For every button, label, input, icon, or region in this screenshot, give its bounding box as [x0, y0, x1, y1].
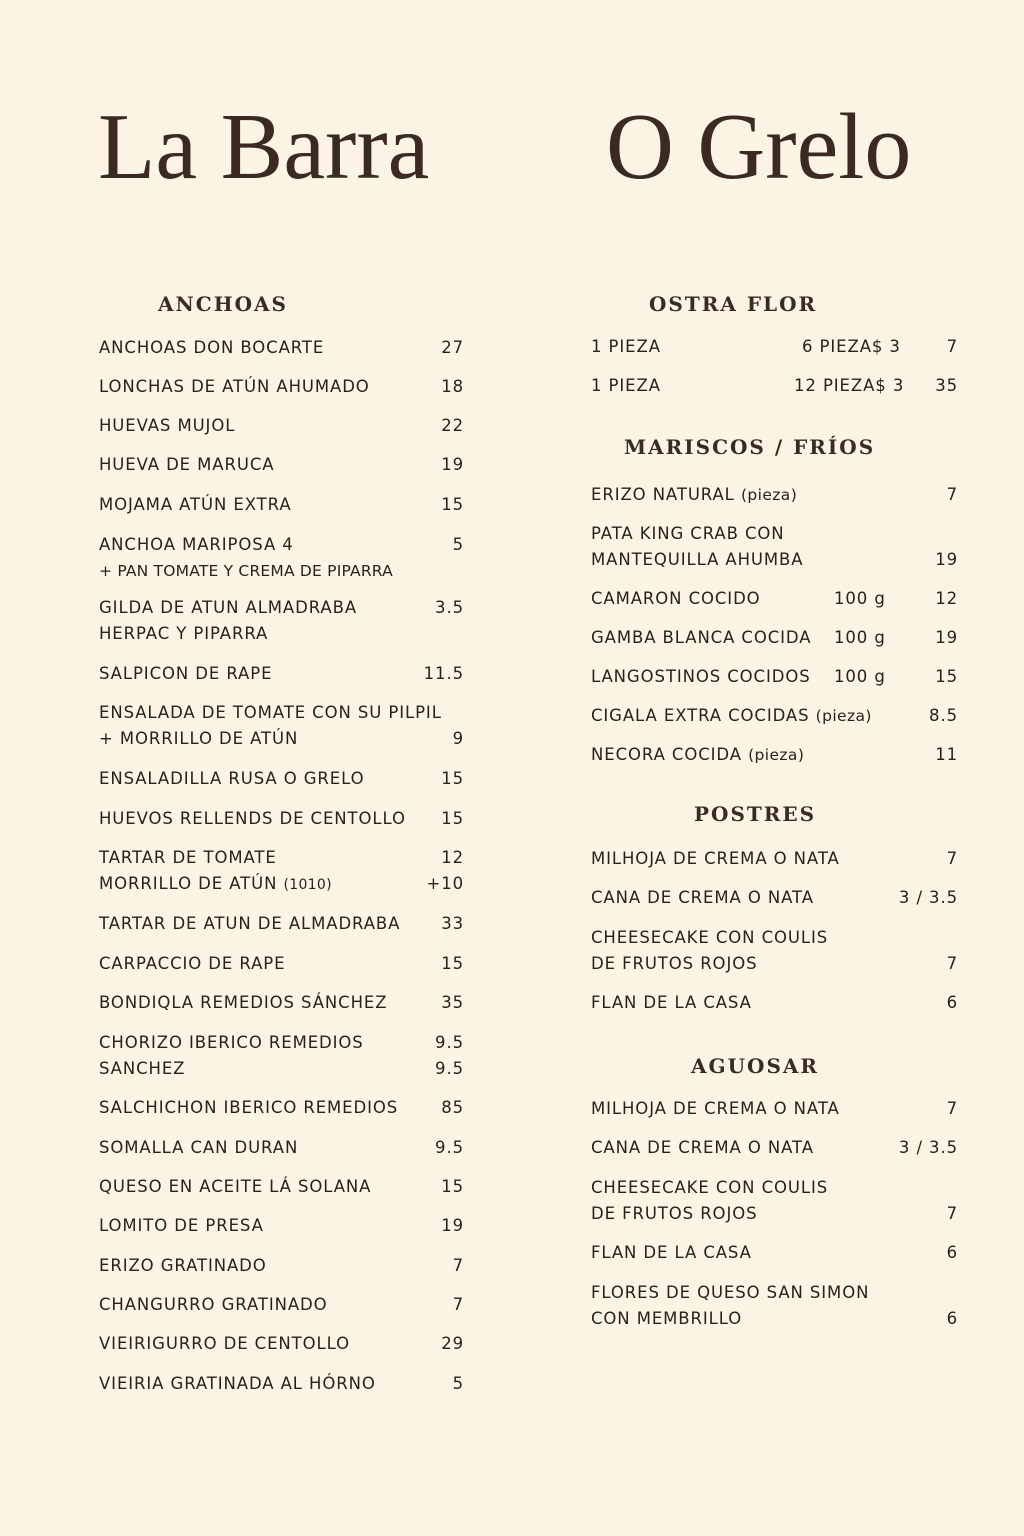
item-subtitle: + PAN TOMATE Y CREMA DE PIPARRA	[99, 562, 393, 580]
item-name: ANCHOA MARIPOSA 4	[99, 535, 294, 554]
item-price: 7	[946, 1099, 958, 1118]
item-name: FLORES DE QUESO SAN SIMON	[591, 1283, 870, 1302]
menu-item	[591, 625, 958, 651]
item-price: 12	[935, 589, 958, 608]
item-name: CANA DE CREMA O NATA	[591, 1138, 814, 1157]
item-name-line2: DE FRUTOS ROJOS	[591, 954, 758, 973]
item-price: 18	[441, 377, 464, 396]
menu-item	[99, 413, 464, 439]
item-price: 15	[441, 495, 464, 514]
item-price: 9.5	[435, 1033, 464, 1052]
item-name: CIGALA EXTRA COCIDAS (pieza)	[591, 706, 872, 725]
item-name: LANGOSTINOS COCIDOS	[591, 667, 811, 686]
item-price: 6	[946, 1309, 958, 1328]
item-name: CAMARON COCIDO	[591, 589, 761, 608]
item-name: FLAN DE LA CASA	[591, 993, 752, 1012]
item-name-line2: DE FRUTOS ROJOS	[591, 1204, 758, 1223]
item-name: BONDIQLA REMEDIOS SÁNCHEZ	[99, 993, 388, 1012]
menu-item	[99, 951, 464, 977]
item-name: TARTAR DE ATUN DE ALMADRABA	[99, 914, 401, 933]
item-name: CHANGURRO GRATINADO	[99, 1295, 328, 1314]
item-name: NECORA COCIDA (pieza)	[591, 745, 805, 764]
menu-item	[99, 1331, 464, 1357]
menu-item	[99, 492, 464, 518]
item-name: CARPACCIO DE RAPE	[99, 954, 286, 973]
section-title-mariscos: MARISCOS / FRÍOS	[624, 435, 876, 459]
menu-item	[591, 664, 958, 690]
title-la-barra: La Barra	[98, 95, 430, 199]
item-quantity: 100 g	[834, 589, 886, 608]
item-name: MILHOJA DE CREMA O NATA	[591, 849, 840, 868]
item-price: 33	[441, 914, 464, 933]
item-name: ENSALADILLA RUSA O GRELO	[99, 769, 365, 788]
item-price: 19	[441, 1216, 464, 1235]
menu-item	[99, 1253, 464, 1279]
menu-item	[591, 742, 958, 768]
item-name: MILHOJA DE CREMA O NATA	[591, 1099, 840, 1118]
menu-item	[99, 374, 464, 400]
menu-item	[99, 595, 464, 647]
menu-item	[591, 990, 958, 1016]
item-price: 7	[946, 954, 958, 973]
item-name-line2: HERPAC Y PIPARRA	[99, 624, 269, 643]
title-o-grelo: O Grelo	[606, 95, 912, 199]
item-price: 7	[452, 1256, 464, 1275]
menu-item	[99, 700, 464, 752]
item-price: 11.5	[423, 664, 464, 683]
menu-item	[591, 482, 958, 508]
section-title-anchoas: ANCHOAS	[158, 292, 288, 316]
menu-item	[591, 373, 958, 399]
item-name: CHORIZO IBERICO REMEDIOS	[99, 1033, 364, 1052]
menu-item	[591, 1280, 958, 1332]
item-name-line2: + MORRILLO DE ATÚN	[99, 729, 299, 748]
item-name-line2: MORRILLO DE ATÚN	[99, 874, 278, 893]
item-price: 7	[452, 1295, 464, 1314]
item-price: 35	[935, 376, 958, 395]
menu-item	[99, 990, 464, 1016]
menu-item	[99, 1292, 464, 1318]
menu-item	[591, 586, 958, 612]
menu-item	[591, 521, 958, 573]
item-price: 7	[946, 337, 958, 356]
item-price: 19	[441, 455, 464, 474]
item-price-secondary: 9.5	[435, 1059, 464, 1078]
item-name: CHEESECAKE CON COULIS	[591, 928, 829, 947]
item-unit: (pieza)	[815, 707, 872, 725]
item-name: ERIZO NATURAL (pieza)	[591, 485, 798, 504]
item-price: 29	[441, 1334, 464, 1353]
menu-item	[591, 925, 958, 977]
item-price: 11	[935, 745, 958, 764]
item-name: CHEESECAKE CON COULIS	[591, 1178, 829, 1197]
item-name-line2-wrap	[99, 871, 332, 898]
item-name: CANA DE CREMA O NATA	[591, 888, 814, 907]
item-name: GILDA DE ATUN ALMADRABA	[99, 598, 358, 617]
menu-item	[591, 846, 958, 872]
item-price: 8.5	[929, 706, 958, 725]
item-name: PATA KING CRAB CON	[591, 524, 785, 543]
item-price: 19	[935, 628, 958, 647]
item-price: 3 / 3.5	[898, 1138, 958, 1157]
item-quantity: 100 g	[834, 667, 886, 686]
menu-item	[99, 1030, 464, 1082]
menu-item	[99, 1095, 464, 1121]
item-price: 15	[935, 667, 958, 686]
item-price: 15	[441, 769, 464, 788]
menu-item	[591, 885, 958, 911]
item-price: 15	[441, 1177, 464, 1196]
item-price: 3 / 3.5	[898, 888, 958, 907]
item-name-line2: CON MEMBRILLO	[591, 1309, 743, 1328]
item-price: 35	[441, 993, 464, 1012]
item-name-line2: SANCHEZ	[99, 1059, 186, 1078]
item-unit: (pieza)	[748, 746, 805, 764]
item-name: HUEVOS RELLENDS DE CENTOLLO	[99, 809, 406, 828]
item-price: 85	[441, 1098, 464, 1117]
item-name: QUESO EN ACEITE LÁ SOLANA	[99, 1177, 372, 1196]
item-name-line2: MANTEQUILLA AHUMBA	[591, 550, 804, 569]
item-price: 22	[441, 416, 464, 435]
item-name: MOJAMA ATÚN EXTRA	[99, 495, 292, 514]
item-price: 3.5	[435, 598, 464, 617]
item-name: TARTAR DE TOMATE	[99, 848, 277, 867]
item-name: SOMALLA CAN DURAN	[99, 1138, 299, 1157]
menu-item	[99, 845, 464, 897]
section-title-postres: POSTRES	[694, 802, 817, 826]
item-unit: (pieza)	[740, 486, 798, 504]
item-price: 5	[452, 1374, 464, 1393]
item-price: 12	[441, 848, 464, 867]
section-title-ostra-flor: OSTRA FLOR	[649, 292, 818, 316]
item-price: 6	[946, 1243, 958, 1262]
item-price: 7	[946, 1204, 958, 1223]
menu-item	[99, 335, 464, 361]
menu-item	[591, 1135, 958, 1161]
item-name: LONCHAS DE ATÚN AHUMADO	[99, 377, 370, 396]
menu-item	[591, 1240, 958, 1266]
item-price: 5	[452, 535, 464, 554]
item-name: VIEIRIA GRATINADA AL HÓRNO	[99, 1374, 376, 1393]
item-price: 7	[946, 485, 958, 504]
item-name: FLAN DE LA CASA	[591, 1243, 752, 1262]
item-name: SALCHICHON IBERICO REMEDIOS	[99, 1098, 399, 1117]
item-name: HUEVA DE MARUCA	[99, 455, 275, 474]
item-name: LOMITO DE PRESA	[99, 1216, 264, 1235]
item-quantity: 100 g	[834, 628, 886, 647]
item-price: 6	[946, 993, 958, 1012]
item-name: 1 PIEZA	[591, 337, 661, 356]
section-title-aguosar: AGUOSAR	[691, 1054, 820, 1078]
item-price-secondary: +10	[426, 874, 464, 893]
menu-item	[99, 1135, 464, 1161]
menu-item	[99, 806, 464, 832]
item-name: 1 PIEZA	[591, 376, 661, 395]
item-name: ANCHOAS DON BOCARTE	[99, 338, 325, 357]
item-price: 15	[441, 954, 464, 973]
menu-item	[591, 334, 958, 360]
item-quantity: 12 PIEZA$ 3	[794, 376, 905, 395]
menu-item	[99, 532, 464, 584]
menu-item	[591, 703, 958, 729]
menu-item	[99, 1213, 464, 1239]
item-price: 9	[452, 729, 464, 748]
menu-item	[591, 1096, 958, 1122]
item-price: 15	[441, 809, 464, 828]
item-name: ERIZO GRATINADO	[99, 1256, 267, 1275]
menu-item	[99, 766, 464, 792]
menu-item	[99, 1174, 464, 1200]
item-name: ENSALADA DE TOMATE CON SU PILPIL	[99, 703, 442, 722]
item-price: 19	[935, 550, 958, 569]
menu-item	[99, 661, 464, 687]
item-name: SALPICON DE RAPE	[99, 664, 273, 683]
menu-item	[99, 1371, 464, 1397]
item-quantity: 6 PIEZA$ 3	[802, 337, 901, 356]
menu-item	[99, 452, 464, 478]
item-price: 27	[441, 338, 464, 357]
menu-item	[591, 1175, 958, 1227]
item-price: 7	[946, 849, 958, 868]
menu-item	[99, 911, 464, 937]
item-name: GAMBA BLANCA COCIDA	[591, 628, 812, 647]
item-name: VIEIRIGURRO DE CENTOLLO	[99, 1334, 351, 1353]
item-note: (1010)	[283, 877, 332, 893]
item-name: HUEVAS MUJOL	[99, 416, 236, 435]
item-price: 9.5	[435, 1138, 464, 1157]
